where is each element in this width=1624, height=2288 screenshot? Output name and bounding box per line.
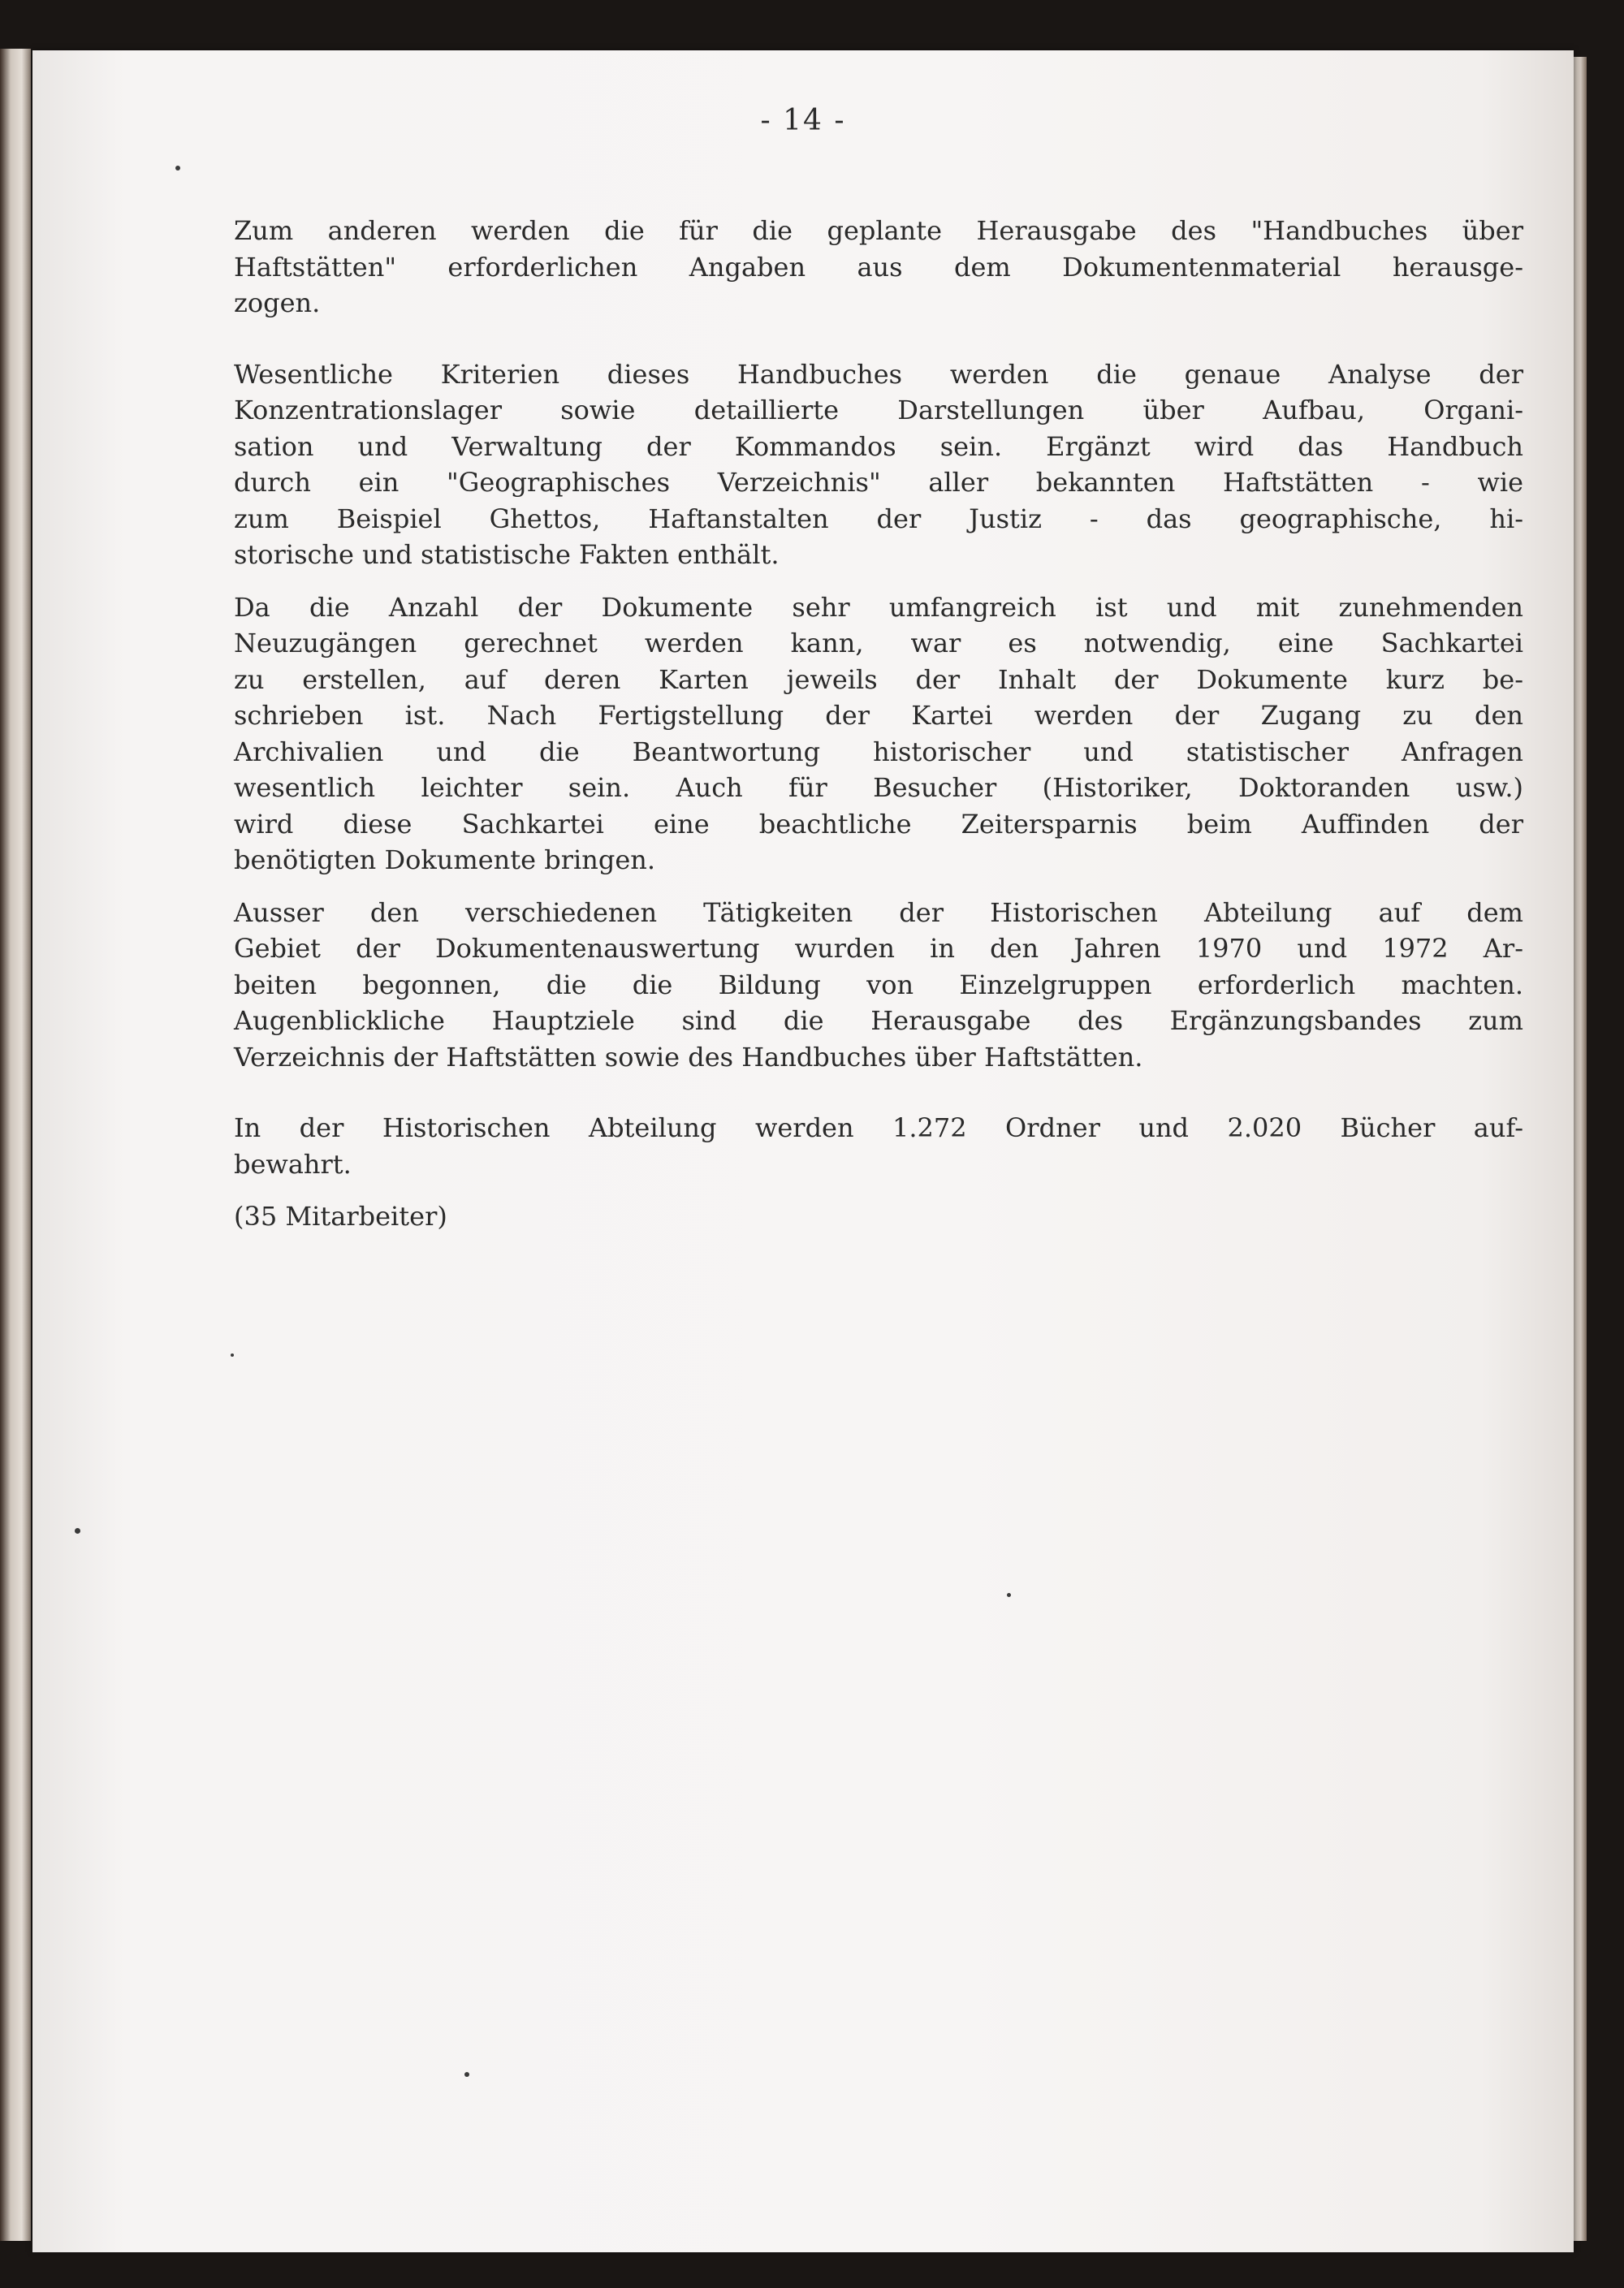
text-line: benötigten Dokumente bringen. xyxy=(234,844,656,875)
text-line: wird diese Sachkartei eine beachtliche Zeitersparnis beim Auffinden der xyxy=(234,808,1523,840)
text-line: Augenblickliche Hauptziele sind die Herausgabe des Ergänzungsbandes zum xyxy=(234,1005,1523,1036)
paper-speck xyxy=(464,2072,469,2077)
text-line: bewahrt. xyxy=(234,1148,352,1180)
text-line: schrieben ist. Nach Fertigstellung der Kartei werden der Zugang zu den xyxy=(234,700,1523,731)
text-line: sation und Verwaltung der Kommandos sein. Ergänzt wird das Handbuch xyxy=(234,430,1523,462)
text-line: Ausser den verschiedenen Tätigkeiten der Historischen Abteilung auf dem xyxy=(234,896,1523,928)
left-page-edge xyxy=(0,49,31,2241)
paper-speck xyxy=(231,1353,234,1357)
text-line: wesentlich leichter sein. Auch für Besucher (Historiker, Doktoranden usw.) xyxy=(234,772,1523,803)
staff-count-note: (35 Mitarbeiter) xyxy=(234,1201,447,1232)
paper-speck xyxy=(175,166,180,171)
text-line: Haftstätten" erforderlichen Angaben aus dem Dokumentenmaterial herausge- xyxy=(234,251,1523,283)
text-line: zum Beispiel Ghettos, Haftanstalten der Justiz - das geographische, hi- xyxy=(234,503,1523,534)
paragraph-handbook-criteria xyxy=(234,356,1523,573)
paragraph-holdings xyxy=(234,1110,1523,1182)
document-page xyxy=(32,50,1574,2252)
page-number: - 14 - xyxy=(760,104,846,137)
document-body xyxy=(234,213,1523,1235)
text-line: zogen. xyxy=(234,287,321,318)
text-line: durch ein "Geographisches Verzeichnis" aller bekannten Haftstätten - wie xyxy=(234,467,1523,498)
paper-speck xyxy=(1007,1593,1011,1597)
text-line: zu erstellen, auf deren Karten jeweils der Inhalt der Dokumente kurz be- xyxy=(234,663,1523,695)
paper-speck xyxy=(75,1528,80,1534)
paragraph-activities xyxy=(234,895,1523,1076)
text-line: Zum anderen werden die für die geplante Herausgabe des "Handbuches über xyxy=(234,215,1523,246)
text-line: Neuzugängen gerechnet werden kann, war es notwendig, eine Sachkartei xyxy=(234,628,1523,658)
paragraph-handbook-data xyxy=(234,213,1523,322)
text-line: Verzeichnis der Haftstätten sowie des Handbuches über Haftstätten. xyxy=(234,1041,1143,1073)
paragraph-card-index xyxy=(234,589,1523,879)
text-line: Gebiet der Dokumentenauswertung wurden in den Jahren 1970 und 1972 Ar- xyxy=(234,933,1523,964)
text-line: beiten begonnen, die die Bildung von Einzelgruppen erforderlich machten. xyxy=(234,969,1523,1000)
text-line: storische und statistische Fakten enthält. xyxy=(234,539,780,570)
text-line: Da die Anzahl der Dokumente sehr umfangreich ist und mit zunehmenden xyxy=(234,591,1523,623)
text-line: Wesentliche Kriterien dieses Handbuches werden die genaue Analyse der xyxy=(234,358,1523,390)
text-line: Archivalien und die Beantwortung historischer und statistischer Anfragen xyxy=(234,736,1523,767)
text-line: In der Historischen Abteilung werden 1.272 Ordner und 2.020 Bücher auf- xyxy=(234,1112,1523,1143)
text-line: Konzentrationslager sowie detaillierte Darstellungen über Aufbau, Organi- xyxy=(234,395,1523,425)
